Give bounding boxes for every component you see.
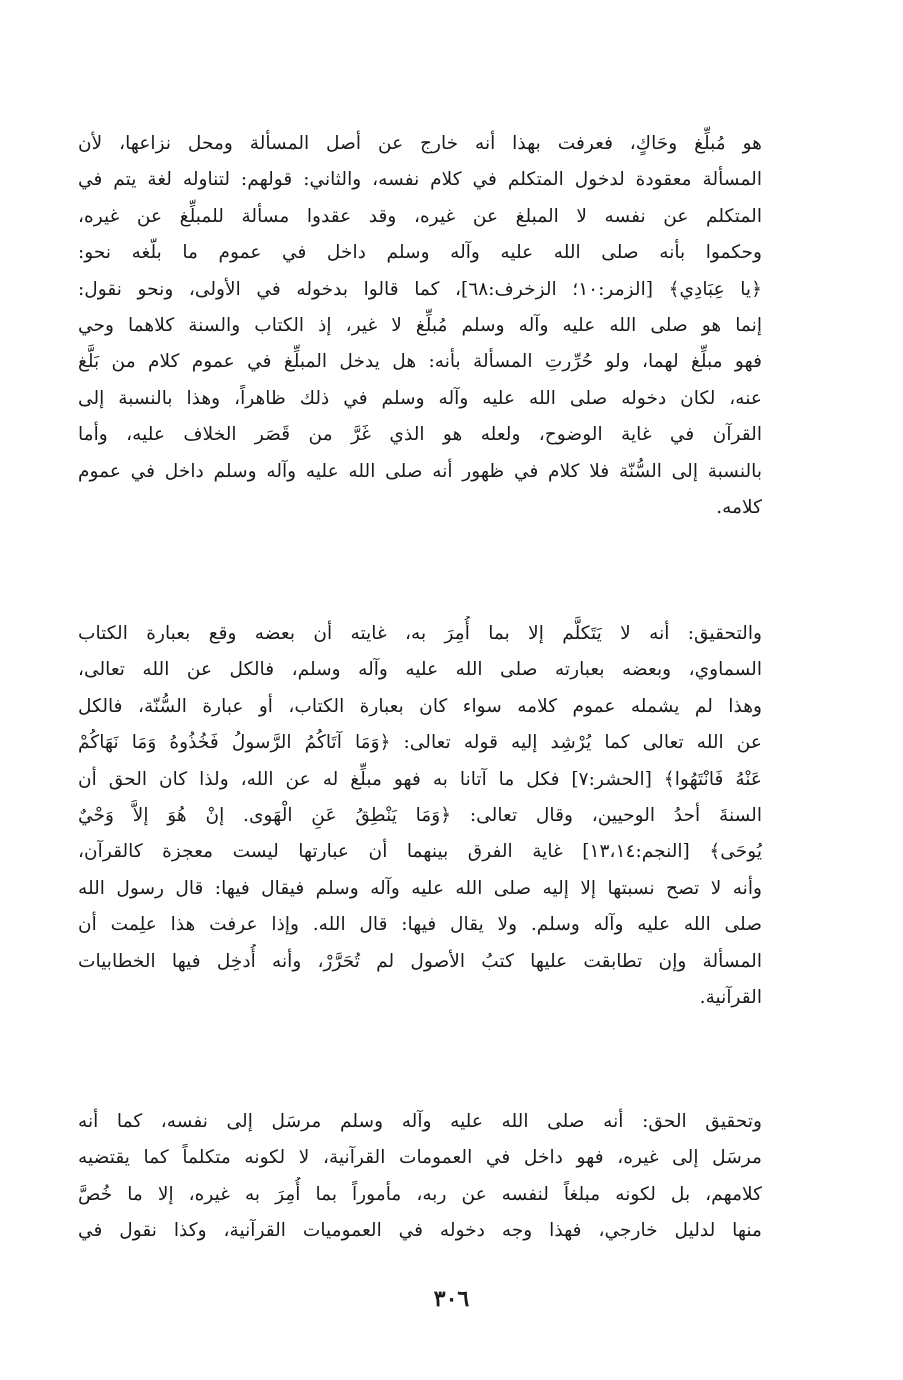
paragraph-3 — [78, 1104, 762, 1250]
text-line: وحكموا بأنه صلى الله عليه وآله وسلم داخل في عموم ما بلّغه نحو: — [78, 242, 762, 264]
text-line: المسألة معقودة لدخول المتكلم في كلام نفسه، والثاني: قولهم: لتناوله لغة يتم في — [78, 169, 762, 191]
text-line: وأنه لا تصح نسبتها إلا إليه صلى الله عليه وآله وسلم فيقال فيها: قال رسول الله — [78, 877, 762, 899]
paragraph-1 — [78, 126, 762, 526]
text-line: وتحقيق الحق: أنه صلى الله عليه وآله وسلم مرسَل إلى نفسه، كما أنه — [78, 1111, 762, 1132]
text-line: السنةَ أحدُ الوحيين، وقال تعالى: ﴿وَمَا يَنْطِقُ عَنِ الْهَوى. إنْ هُوَ إلاَّ وَحْيٌ — [78, 804, 762, 826]
text-line: بالنسبة إلى السُّنّة فلا كلام في ظهور أنه صلى الله عليه وآله وسلم داخل في عموم — [78, 460, 762, 482]
text-line: المتكلم عن نفسه لا المبلغ عن غيره، وقد عقدوا مسألة للمبلِّغ عن غيره، — [78, 205, 762, 227]
text-line: وهذا لم يشمله عموم كلامه سواء كان بعبارة الكتاب، أو عبارة السُّنّة، فالكل — [78, 695, 762, 717]
paragraph-2 — [78, 616, 762, 1016]
page-number: ٣٠٦ — [433, 1286, 470, 1312]
text-line: عنه، لكان دخوله صلى الله عليه وآله وسلم في ذلك ظاهراً، وهذا بالنسبة إلى — [78, 387, 762, 409]
text-line: ﴿يا عِبَادِي﴾ [الزمر:١٠؛ الزخرف:٦٨]، كما قالوا بدخوله في الأولى، ونحو نقول: — [78, 278, 762, 300]
text-line: منها لدليل خارجي، فهذا وجه دخوله في العموميات القرآنية، وكذا نقول في — [78, 1220, 762, 1242]
text-line: مرسَل إلى غيره، فهو داخل في العمومات القرآنية، لا لكونه متكلماً كما يقتضيه — [78, 1147, 762, 1169]
text-line: هو مُبلِّغ وحَاكٍ، فعرفت بهذا أنه خارج عن أصل المسألة ومحل نزاعها، لأن — [78, 133, 762, 154]
text-line: فهو مبلِّغ لهما، ولو حُرِّرتِ المسألة بأنه: هل يدخل المبلِّغ في عموم كلام من بَلَّغ — [78, 351, 762, 373]
text-line: السماوي، وبعضه بعبارته صلى الله عليه وآله وسلم، فالكل عن الله تعالى، — [78, 659, 762, 681]
text-line: يُوحَى﴾ [النجم:١٣،١٤] غاية الفرق بينهما أن عبارتها ليست معجزة كالقرآن، — [78, 841, 762, 863]
text-line: كلامه. — [716, 496, 762, 518]
text-line: عن الله تعالى كما يُرْشِد إليه قوله تعالى: ﴿وَمَا آتَاكُمُ الرَّسولُ فَخُذُوهُ وَمَا نَهَاكُمْ — [78, 732, 762, 754]
text-line: والتحقيق: أنه لا يَتَكلَّم إلا بما أُمِرَ به، غايته أن بعضه وقع بعبارة الكتاب — [78, 623, 762, 644]
text-line: كلامهم، بل لكونه مبلغاً لنفسه عن ربه، مأموراً بما أُمِرَ به غيره، إلا ما خُصَّ — [78, 1183, 762, 1205]
text-line: صلى الله عليه وآله وسلم. ولا يقال فيها: قال الله. وإذا عرفت هذا علِمت أن — [78, 914, 762, 936]
text-line: إنما هو صلى الله عليه وآله وسلم مُبلِّغ لا غير، إذ الكتاب والسنة كلاهما وحي — [78, 314, 762, 336]
text-line: القرآنية. — [699, 986, 762, 1008]
text-line: عَنْهُ فَانْتَهُوا﴾ [الحشر:٧] فكل ما آتانا به فهو مبلِّغ له عن الله، ولذا كان الحق أن — [78, 768, 762, 790]
text-line: المسألة وإن تطابقت عليها كتبُ الأصول لم تُحَرَّرْ، وأنه أُدخِل فيها الخطابيات — [78, 950, 762, 972]
text-line: القرآن في غاية الوضوح، ولعله هو الذي غَرَّ من قَصَر الخلاف عليه، وأما — [78, 424, 762, 446]
